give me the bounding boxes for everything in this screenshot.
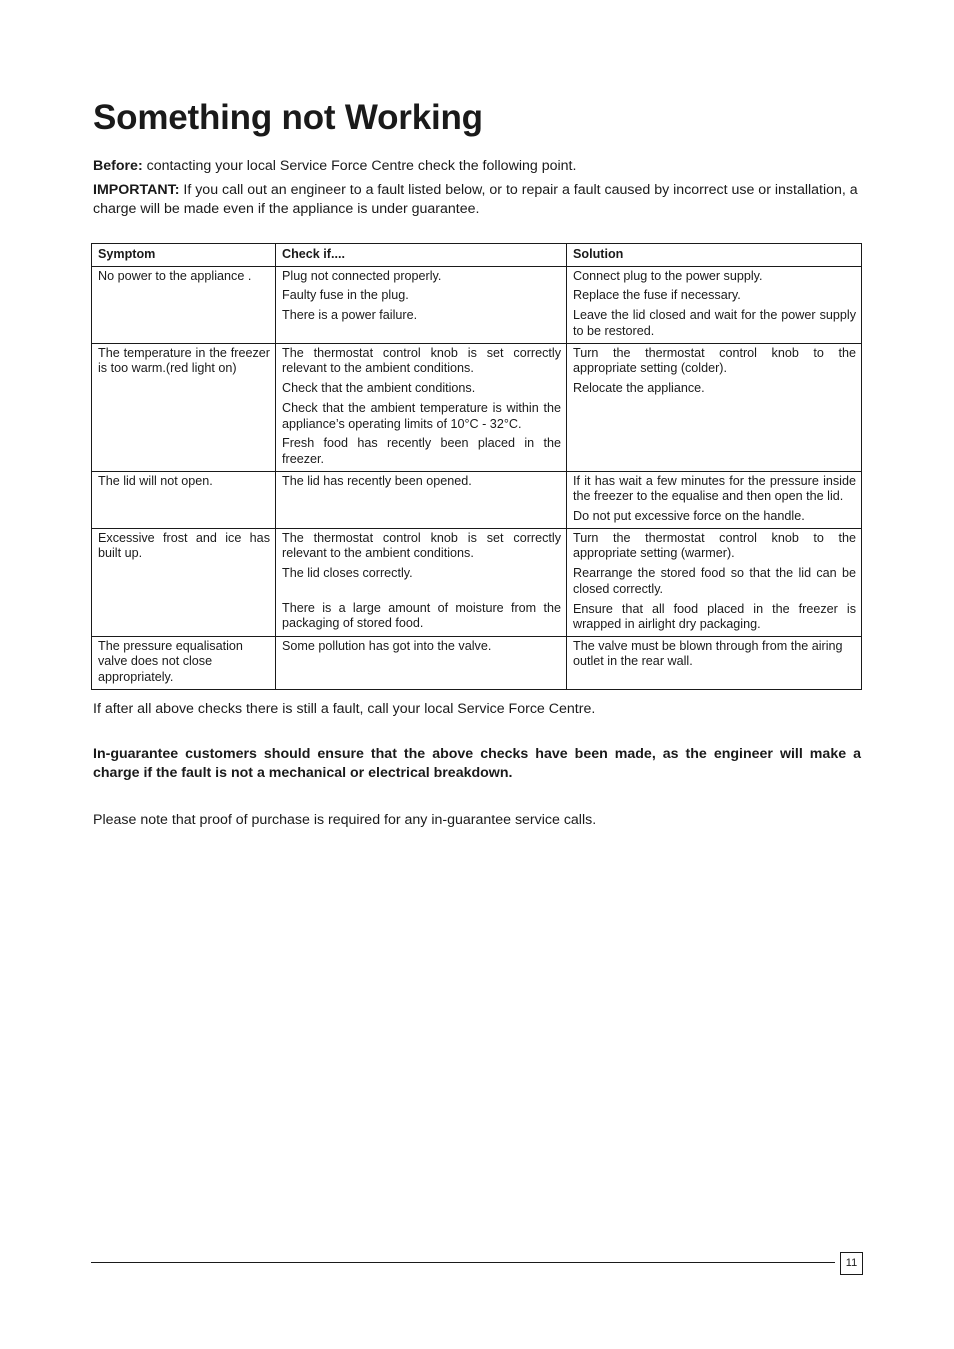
check-cell [276, 528, 567, 636]
solution-text: Ensure that all food placed in the freezer is wrapped in airlight dry packaging. [573, 601, 856, 632]
symptom-text: Excessive frost and ice has built up. [98, 530, 270, 561]
check-text: Fresh food has recently been placed in the freezer. [282, 436, 561, 467]
table-row [92, 636, 862, 689]
solution-cell [567, 343, 862, 471]
before-text: contacting your local Service Force Centre check the following point. [142, 158, 577, 174]
solution-text: Turn the thermostat control knob to the appropriate setting (colder). [573, 345, 856, 376]
check-text: Check that the ambient conditions. [282, 381, 476, 396]
solution-cell [567, 471, 862, 528]
check-text: Check that the ambient temperature is within the appliance’s operating limits of 10°C - 32°C. [282, 400, 561, 431]
fault-table [91, 243, 862, 690]
check-cell [276, 266, 567, 343]
solution-text: Turn the thermostat control knob to the appropriate setting (warmer). [573, 530, 856, 561]
solution-text: If it has wait a few minutes for the pressure inside the freezer to the equalise and then open the lid. [573, 473, 856, 504]
before-label: Before: [93, 158, 143, 174]
table-row [92, 266, 862, 343]
check-text: The lid closes correctly. [282, 566, 413, 581]
solution-text: Rearrange the stored food so that the lid can be closed correctly. [573, 566, 856, 596]
check-text: Some pollution has got into the valve. [282, 638, 492, 653]
important-paragraph [93, 181, 861, 220]
symptom-cell [92, 528, 276, 636]
check-text: There is a large amount of moisture from the packaging of stored food. [282, 600, 561, 631]
symptom-cell [92, 636, 276, 689]
symptom-cell [92, 343, 276, 471]
page-title: Something not Working [93, 98, 483, 137]
symptom-text: The pressure equalisation valve does not close appropriately. [98, 638, 243, 685]
solution-text: Relocate the appliance. [573, 381, 705, 396]
solution-cell [567, 528, 862, 636]
table-row [92, 528, 862, 636]
header-solution: Solution [567, 244, 862, 267]
page-number: 11 [840, 1252, 863, 1275]
header-symptom: Symptom [92, 244, 276, 267]
footer-rule [91, 1262, 835, 1263]
symptom-text: The lid will not open. [98, 473, 213, 488]
check-cell [276, 471, 567, 528]
guarantee-note: In-guarantee customers should ensure that the above checks have been made, as the engineer will make a charge if the fault is not a mechanical or electrical breakdown. [93, 746, 861, 781]
fault-note: If after all above checks there is still a fault, call your local Service Force Centre. [93, 701, 596, 717]
solution-text: The valve must be blown through from the airing outlet in the rear wall. [573, 638, 843, 669]
solution-cell [567, 266, 862, 343]
solution-text: Do not put excessive force on the handle. [573, 509, 805, 524]
table-header-row [92, 244, 862, 267]
check-text: The thermostat control knob is set correctly relevant to the ambient conditions. [282, 345, 561, 376]
symptom-cell [92, 471, 276, 528]
check-text: The lid has recently been opened. [282, 473, 472, 488]
important-label: IMPORTANT: [93, 181, 180, 198]
important-text: If you call out an engineer to a fault listed below, or to repair a fault caused by incorrect use or installation, a charge will be made even if the appliance is under guarantee. [93, 181, 858, 217]
solution-cell [567, 636, 862, 689]
before-paragraph [93, 157, 861, 177]
proof-note: Please note that proof of purchase is required for any in-guarantee service calls. [93, 812, 597, 828]
check-cell [276, 343, 567, 471]
check-cell [276, 636, 567, 689]
solution-text: Replace the fuse if necessary. [573, 288, 741, 303]
solution-text: Connect plug to the power supply. [573, 268, 763, 283]
symptom-cell [92, 266, 276, 343]
symptom-text: No power to the appliance . [98, 268, 252, 283]
table-row [92, 343, 862, 471]
header-check: Check if.... [276, 244, 567, 267]
check-text: Faulty fuse in the plug. [282, 288, 409, 303]
solution-text: Leave the lid closed and wait for the power supply to be restored. [573, 308, 856, 338]
check-text: Plug not connected properly. [282, 268, 442, 283]
table-row [92, 471, 862, 528]
symptom-text: The temperature in the freezer is too warm.(red light on) [98, 345, 270, 376]
check-text: The thermostat control knob is set correctly relevant to the ambient conditions. [282, 530, 561, 561]
intro-text [93, 157, 861, 224]
check-text: There is a power failure. [282, 308, 418, 323]
